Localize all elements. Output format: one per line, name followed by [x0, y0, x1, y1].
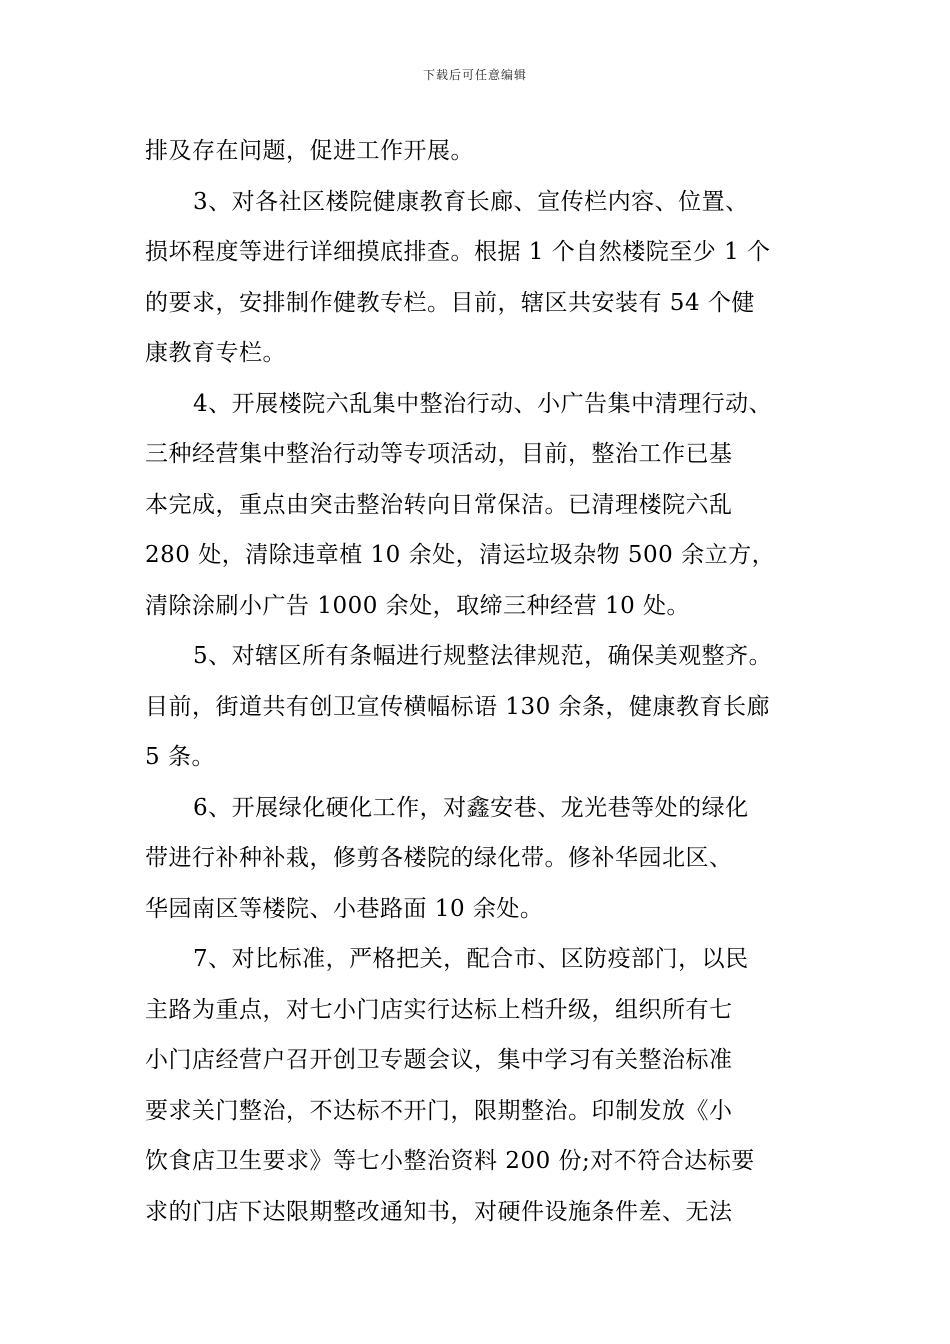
text-line: 的要求，安排制作健教专栏。目前，辖区共安装有 54 个健 — [145, 289, 755, 316]
text-line: 饮食店卫生要求》等七小整治资料 200 份;对不符合达标要 — [145, 1148, 755, 1174]
paragraph-4 — [145, 379, 813, 632]
text-line: 三种经营集中整治行动等专项活动，目前，整治工作已基 — [145, 441, 733, 467]
paragraph-6 — [145, 783, 813, 935]
text-line: 4、开展楼院六乱集中整治行动、小广告集中清理行动、 — [193, 390, 773, 417]
document-body — [145, 126, 813, 1237]
text-line: 小门店经营户召开创卫专题会议，集中学习有关整治标准 — [145, 1047, 733, 1073]
text-line: 带进行补种补栽，修剪各楼院的绿化带。修补华园北区、 — [145, 845, 733, 871]
text-line: 排及存在问题，促进工作开展。 — [145, 138, 474, 164]
text-line: 5、对辖区所有条幅进行规整法律规范，确保美观整齐。 — [193, 643, 773, 669]
text-line: 5 条。 — [145, 744, 215, 770]
paragraph-5 — [145, 631, 813, 783]
paragraph-continuation — [145, 126, 813, 177]
text-line: 本完成，重点由突击整治转向日常保洁。已清理楼院六乱 — [145, 491, 733, 518]
text-line: 华园南区等楼院、小巷路面 10 余处。 — [145, 895, 544, 922]
text-line: 7、对比标准，严格把关，配合市、区防疫部门，以民 — [193, 946, 749, 972]
text-line: 6、开展绿化硬化工作，对鑫安巷、龙光巷等处的绿化 — [193, 794, 749, 821]
text-line: 要求关门整治，不达标不开门，限期整治。印制发放《小 — [145, 1097, 733, 1124]
text-line: 3、对各社区楼院健康教育长廊、宣传栏内容、位置、 — [193, 188, 749, 215]
text-line: 主路为重点，对七小门店实行达标上档升级，组织所有七 — [145, 996, 733, 1023]
text-line: 康教育专栏。 — [145, 340, 286, 366]
paragraph-3 — [145, 177, 813, 379]
text-line: 清除涂刷小广告 1000 余处，取缔三种经营 10 处。 — [145, 592, 691, 619]
paragraph-7 — [145, 934, 813, 1237]
text-line: 280 处，清除违章植 10 余处，清运垃圾杂物 500 余立方， — [145, 542, 776, 568]
text-line: 目前，街道共有创卫宣传横幅标语 130 余条，健康教育长廊 — [145, 693, 771, 720]
text-line: 损坏程度等进行详细摸底排查。根据 1 个自然楼院至少 1 个 — [145, 239, 771, 265]
page-header: 下载后可任意编辑 — [422, 68, 527, 82]
text-line: 求的门店下达限期整改通知书，对硬件设施条件差、无法 — [145, 1198, 733, 1225]
